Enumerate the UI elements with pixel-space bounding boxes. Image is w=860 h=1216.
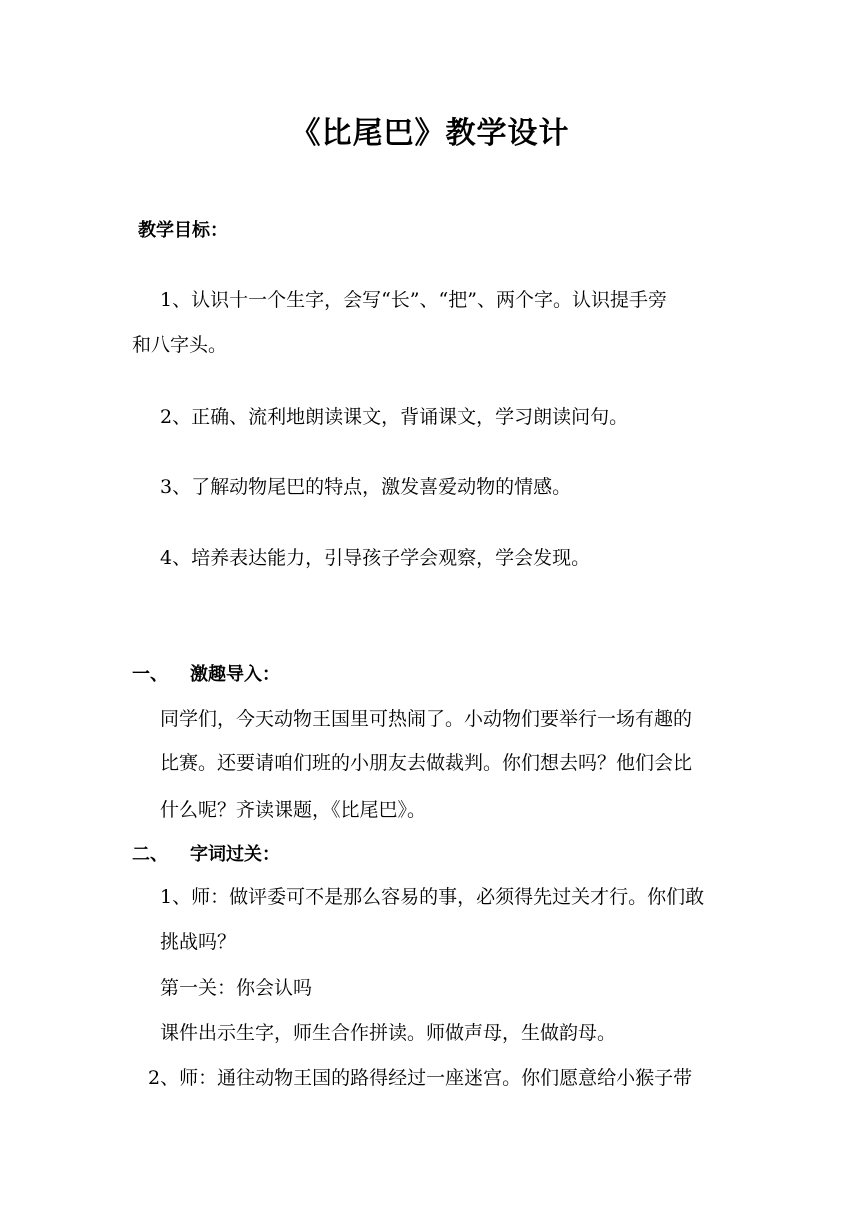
objective-3: 3、了解动物尾巴的特点，激发喜爱动物的情感。: [160, 476, 572, 498]
section-2-line-1: 1、师：做评委可不是那么容易的事，必须得先过关才行。你们敢: [160, 886, 705, 908]
objective-1-line-1: 1、认识十一个生字，会写“长”、“把”、两个字。认识提手旁: [160, 289, 667, 311]
section-1-heading: 激趣导入：: [190, 664, 280, 685]
section-1-line-1: 同学们，今天动物王国里可热闹了。小动物们要举行一场有趣的: [160, 708, 693, 730]
objective-1-line-2: 和八字头。: [132, 334, 228, 356]
section-2-line-3: 第一关：你会认吗: [160, 977, 313, 999]
document-title: 《比尾巴》教学设计: [290, 116, 570, 151]
section-2-line-4: 课件出示生字，师生合作拼读。师做声母，生做韵母。: [160, 1022, 617, 1044]
objective-2: 2、正确、流利地朗读课文，背诵课文，学习朗读问句。: [160, 406, 629, 428]
section-1-line-3: 什么呢？齐读课题，《比尾巴》。: [160, 799, 427, 821]
objectives-heading: 教学目标：: [138, 220, 228, 241]
section-2-heading: 字词过关：: [190, 844, 280, 865]
section-2-line-2: 挑战吗？: [160, 931, 237, 953]
section-1-line-2: 比赛。还要请咱们班的小朋友去做裁判。你们想去吗？他们会比: [160, 752, 693, 774]
section-1-number: 一、: [132, 664, 168, 685]
section-2-line-5: 2、师：通往动物王国的路得经过一座迷宫。你们愿意给小猴子带: [148, 1067, 693, 1089]
section-2-number: 二、: [132, 844, 168, 865]
objective-4: 4、培养表达能力，引导孩子学会观察，学会发现。: [160, 547, 591, 569]
